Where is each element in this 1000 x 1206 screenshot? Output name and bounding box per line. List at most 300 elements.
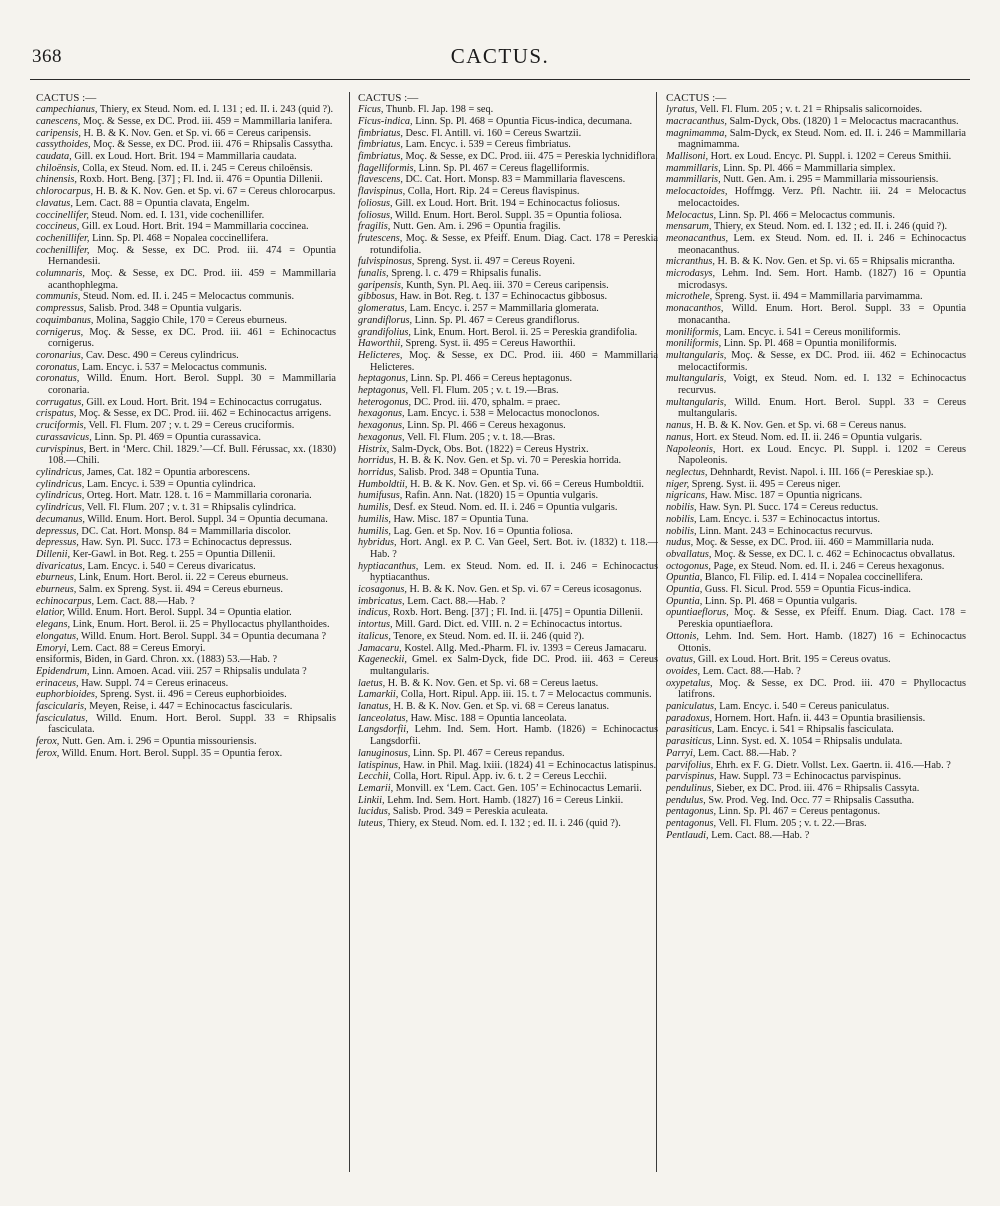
entry-reference: Moç. & Sesse, ex DC. Prod. iii. 459 = Mammillaria lanifera. [82,115,333,127]
entry-reference: Gill. ex Loud. Hort. Brit. 194 = Echinocactus corrugatus. [86,396,322,408]
index-entry [36,444,336,467]
entry-reference: Linn. Sp. Pl. 466 = Mammillaria simplex. [723,162,896,174]
index-entry [36,420,336,432]
index-entry [36,350,336,362]
species-epithet: mammillaris, [666,162,721,174]
species-epithet: campechianus, [36,104,98,116]
index-entry [36,502,336,514]
index-entry [666,760,966,772]
index-entry [36,689,336,701]
index-entry [358,607,658,619]
index-entry [358,221,658,233]
index-entry [358,619,658,631]
species-epithet: nigricans, [666,490,708,502]
entry-reference: Lam. Encyc. i. 537 = Echinocactus intortus. [699,513,880,525]
index-entry [358,537,658,560]
index-entry [358,373,658,385]
index-entry [666,128,966,151]
species-epithet: laetus, [358,677,386,689]
entry-reference: Vell. Fl. Flum. 205 ; v. t. 18.—Bras. [407,431,556,443]
species-epithet: fascicularis, [36,701,87,713]
entry-reference: Gill. ex Loud. Hort. Brit. 194 = Mammillaria coccinea. [81,221,309,233]
index-entry [666,373,966,396]
entry-reference: Desf. ex Steud. Nom. ed. II. i. 246 = Opuntia vulgaris. [393,502,618,514]
index-entry [666,490,966,502]
entry-reference: Hort. ex Loud. Encyc. Pl. Suppl. i. 1202 = Cereus Napoleonis. [678,443,966,467]
entry-reference: Moç. & Sesse, ex DC. Prod. iii. 460 = Mammillaria Helicteres. [370,349,658,373]
index-entry [666,666,966,678]
species-epithet: coquimbanus, [36,314,94,326]
species-epithet: macracanthus, [666,115,727,127]
species-epithet: micranthus, [666,256,715,268]
index-entry [666,256,966,268]
index-entry [666,631,966,654]
index-entry [36,526,336,538]
entry-reference: Lam. Encyc. i. 539 = Cereus fimbriatus. [405,139,571,151]
index-entry [36,408,336,420]
entry-reference: Willd. Enum. Hort. Berol. Suppl. 33 = Cereus multangularis. [678,396,966,420]
species-epithet: Opuntia, [666,584,703,596]
entry-reference: DC. Cat. Hort. Monsp. 83 = Mammillaria flavescens. [405,174,626,186]
index-entry [36,210,336,222]
index-entry [358,268,658,280]
entry-reference: DC. Prod. iii. 470, sphalm. = praec. [413,396,561,408]
index-entry [358,526,658,538]
species-epithet: Ficus, [358,104,384,116]
entry-reference: Gmel. ex Salm-Dyck, fide DC. Prod. iii. 463 = Cereus multangularis. [370,654,658,677]
entry-reference: Mill. Gard. Dict. ed. VIII. n. 2 = Echinocactus intortus. [395,619,623,631]
index-column-2 [358,92,658,1167]
species-epithet: melocactoides, [666,186,728,198]
species-epithet: corrugatus, [36,396,84,408]
species-epithet: imbricatus, [358,595,405,607]
species-epithet: Helicteres, [358,349,403,361]
species-epithet: echinocarpus, [36,595,95,607]
index-entry [666,561,966,573]
entry-reference: Spreng. Syst. ii. 495 = Cereus Haworthii. [405,338,576,350]
entry-reference: Page, ex Steud. Nom. ed. II. i. 246 = Cereus hexagonus. [713,560,945,572]
entry-reference: Salm-Dyck, Obs. Bot. (1822) = Cereus Hystrix. [391,443,589,455]
entry-reference: Nutt. Gen. Am. i. 295 = Mammillaria missouriensis. [723,174,939,186]
index-entry [358,327,658,339]
entry-reference: Willd. Enum. Hort. Berol. Suppl. 34 = Opuntia elatior. [67,607,292,619]
species-epithet: hexagonus, [358,408,405,420]
species-epithet: nobilis, [666,525,697,537]
species-epithet: Haworthii, [358,338,403,350]
index-entry [36,397,336,409]
entry-reference: Lam. Encyc. i. 541 = Rhipsalis fasciculata. [716,724,894,736]
species-epithet: pentagonus, [666,806,717,818]
index-entry [666,420,966,432]
entry-reference: Haw. Syn. Pl. Succ. 173 = Echinocactus depressus. [81,537,292,549]
entry-reference: Vell. Fl. Flum. 207 ; v. t. 29 = Cereus cruciformis. [88,420,295,432]
index-entry [358,315,658,327]
entry-reference: Thunb. Fl. Jap. 198 = seq. [385,104,494,116]
index-entry [666,163,966,175]
index-entry [358,760,658,772]
species-epithet: depressus, [36,537,79,549]
species-epithet: parasiticus, [666,736,715,748]
entry-reference: H. B. & K. Nov. Gen. et Sp. vi. 70 = Pereskia horrida. [398,455,622,467]
entry-reference: Moç. & Sesse, ex DC. Prod. iii. 470 = Phyllocactus latifrons. [678,677,966,701]
index-entry [666,116,966,128]
index-entry [358,128,658,140]
index-entry [358,514,658,526]
index-entry [358,724,658,747]
species-epithet: pentagonus, [666,818,717,830]
species-epithet: ovoides, [666,665,701,677]
entry-reference: Linn. Amoen. Acad. viii. 257 = Rhipsalis undulata ? [92,665,307,677]
species-epithet: mensarum, [666,221,712,233]
species-epithet: nobilis, [666,513,697,525]
species-epithet: coronarius, [36,349,84,361]
species-epithet: cylindricus, [36,467,85,478]
index-entry [358,303,658,315]
entry-reference: Moç. & Sesse, ex DC. Prod. iii. 460 = Mammillaria nuda. [695,537,934,549]
species-epithet: crispatus, [36,408,77,420]
species-epithet: moniliformis, [666,338,722,350]
species-epithet: Langsdorfii, [358,724,409,736]
entry-reference: Tenore, ex Steud. Nom. ed. II. ii. 246 (quid ?). [393,630,585,642]
index-entry [36,678,336,690]
index-entry [666,303,966,326]
index-entry [666,584,966,596]
species-epithet: ferox, [36,747,60,759]
index-entry [36,432,336,444]
entry-reference: Linn. Sp. Pl. 466 = Cereus heptagonus. [410,373,573,385]
species-epithet: Linkii, [358,794,385,806]
index-entry [36,327,336,350]
species-epithet: frutescens, [358,232,403,244]
index-entry [358,385,658,397]
entry-reference: Haw. Suppl. 73 = Echinocactus parvispinus. [719,771,902,783]
entry-reference: Orteg. Hort. Matr. 128. t. 16 = Mammillaria coronaria. [86,490,312,502]
species-epithet: mammillaris, [666,174,721,186]
index-entry [36,701,336,713]
species-epithet: coccinellifer, [36,209,89,221]
index-entry [666,549,966,561]
entry-reference: Vell. Fl. Flum. 205 ; v. t. 19.—Bras. [410,385,559,397]
index-entry [666,818,966,830]
species-epithet: grandiflorus, [358,314,413,326]
entry-reference: Linn. Sp. Pl. 468 = Opuntia vulgaris. [704,595,858,607]
species-epithet: compressus, [36,303,87,315]
entry-reference: Hort. ex Steud. Nom. ed. II. ii. 246 = Opuntia vulgaris. [695,431,923,443]
entry-reference: Colla, Hort. Rip. 24 = Cereus flavispinus. [407,186,580,198]
index-entry [358,643,658,655]
index-entry [666,479,966,491]
species-epithet: pendulinus, [666,782,714,794]
entry-reference: Meyen, Reise, i. 447 = Echinocactus fascicularis. [89,701,293,713]
species-epithet: parasiticus, [666,724,715,736]
index-entry [666,397,966,420]
species-epithet: parvispinus, [666,771,717,783]
species-epithet: fimbriatus, [358,151,403,163]
entry-reference: Lam. Encyc. i. 537 = Melocactus communis. [81,361,267,373]
index-entry [36,619,336,631]
entry-reference: Haw. in Bot. Reg. t. 137 = Echinocactus gibbosus. [399,291,608,303]
species-epithet: flagelliformis, [358,162,417,174]
species-epithet: latispinus, [358,759,401,771]
species-epithet: Epidendrum, [36,665,90,677]
index-entry [36,362,336,374]
species-epithet: oxypetalus, [666,677,713,689]
species-epithet: gibbosus, [358,291,398,303]
entry-reference: Moç. & Sesse, ex DC. l. c. 462 = Echinocactus obvallatus. [714,548,955,560]
entry-reference: Roxb. Hort. Beng. [37] ; Fl. Ind. ii. 476 = Opuntia Dillenii. [79,174,323,186]
entry-reference: Colla, ex Steud. Nom. ed. II. i. 245 = Cereus chiloënsis. [82,162,313,174]
index-entry [36,607,336,619]
species-epithet: cochenillifer, [36,232,90,244]
species-epithet: Opuntia, [666,572,703,584]
species-epithet: monacanthos, [666,303,724,315]
index-entry [666,713,966,725]
index-entry [666,654,966,666]
species-epithet: foliosus, [358,209,393,221]
index-entry [36,537,336,549]
entry-reference: H. B. & K. Nov. Gen. et Sp. vi. 68 = Cereus lanatus. [393,701,610,713]
entry-reference: Spreng. Syst. ii. 494 = Mammillaria parvimamma. [714,291,923,303]
species-epithet: multangularis, [666,373,727,385]
species-epithet: lucidus, [358,806,391,818]
index-entry [358,806,658,818]
index-entry [36,596,336,608]
species-epithet: Ficus-indica, [358,115,413,127]
entry-reference: Salm. ex Spreng. Syst. ii. 494 = Cereus eburneus. [78,584,283,596]
species-epithet: indicus, [358,607,391,619]
entry-reference: Nutt. Gen. Am. i. 296 = Opuntia fragilis. [392,221,561,233]
index-entry [36,315,336,327]
index-entry [36,654,336,666]
species-epithet: Lecchii, [358,771,391,783]
entry-reference: Bert. in ‘Merc. Chil. 1829.’—Cf. Bull. Férussac, xx. (1830) 108.—Chili. [48,443,336,467]
species-epithet: columnaris, [36,268,85,280]
entry-reference: Cav. Desc. 490 = Cereus cylindricus. [85,349,239,361]
entry-reference: Desc. Fl. Antill. vi. 160 = Cereus Swartzii. [405,127,582,139]
species-epithet: italicus, [358,630,391,642]
index-entry [358,198,658,210]
species-epithet: lanatus, [358,701,391,713]
index-entry [666,233,966,256]
index-entry [666,291,966,303]
entry-reference: Thiery, ex Steud. Nom. ed. I. 132 ; ed. II. i. 246 (quid ?). [387,818,621,830]
index-entry [358,654,658,677]
species-epithet: hexagonus, [358,420,405,432]
entry-reference: Gill. ex Loud. Hort. Brit. 194 = Echinocactus foliosus. [395,197,620,209]
entry-reference: Moç. & Sesse, ex DC. Prod. iii. 462 = Echinocactus melocactiformis. [678,349,966,373]
entry-reference: Linn. Sp. Pl. 466 = Cereus hexagonus. [407,420,566,432]
species-epithet: coccineus, [36,221,80,233]
species-epithet: foliosus, [358,197,393,209]
column-heading: CACTUS :— [358,92,419,104]
index-entry [36,467,336,479]
index-entry [36,198,336,210]
index-entry [358,104,658,116]
entry-reference: Salm-Dyck, ex Steud. Nom. ed. II. i. 246 = Mammillaria magnimamma. [678,127,966,151]
species-epithet: eburneus, [36,572,77,584]
index-entry [666,268,966,291]
index-entry [358,783,658,795]
species-epithet: Kageneckii, [358,654,407,666]
species-epithet: chlorocarpus, [36,186,94,198]
index-entry [358,596,658,608]
entry-reference: Sieber, ex DC. Prod. iii. 476 = Rhipsalis Cassyta. [716,782,920,794]
index-entry [666,771,966,783]
species-epithet: garipensis, [358,279,404,291]
entry-reference: Linn. Sp. Pl. 468 = Opuntia Ficus-indica, decumana. [415,115,633,127]
entry-reference: Link, Enum. Hort. Berol. ii. 25 = Phyllocactus phyllanthoides. [72,619,330,631]
species-epithet: cruciformis, [36,420,87,432]
species-epithet: heptagonus, [358,373,409,385]
index-entry [358,561,658,584]
index-entry [666,795,966,807]
entry-reference: Haw. in Phil. Mag. lxiii. (1824) 41 = Echinocactus latispinus. [403,759,657,771]
species-epithet: hexagonus, [358,431,405,443]
entry-reference: H. B. & K. Nov. Gen. et Sp. vi. 66 = Cereus Humboldtii. [410,478,645,490]
species-epithet: cylindricus, [36,502,85,514]
index-entry [36,139,336,151]
index-entry [358,818,658,830]
index-entry [36,186,336,198]
index-entry [36,303,336,315]
index-entry [358,163,658,175]
entry-reference: Lem. Cact. 88.—Hab. ? [407,595,506,607]
entry-reference: Salisb. Prod. 348 = Opuntia Tuna. [398,467,539,478]
entry-reference: Lem. Cact. 88.—Hab. ? [698,747,797,759]
index-entry [36,174,336,186]
entry-reference: Lehm. Ind. Sem. Hort. Hamb. (1827) 16 = Cereus Linkii. [387,794,624,806]
species-epithet: multangularis, [666,396,727,408]
species-epithet: clavatus, [36,197,73,209]
index-entry [36,128,336,140]
entry-reference: Haw. Suppl. 74 = Cereus erinaceus. [81,677,229,689]
species-epithet: lanuginosus, [358,747,411,759]
species-epithet: luteus, [358,818,386,830]
entry-reference: H. B. & K. Nov. Gen. et Sp. vi. 68 = Cereus nanus. [695,420,907,432]
index-entry [666,432,966,444]
index-entry [358,420,658,432]
species-epithet: obvallatus, [666,548,712,560]
species-epithet: Lemarii, [358,782,394,794]
index-entry [666,537,966,549]
index-entry [358,771,658,783]
species-epithet: erinaceus, [36,677,79,689]
entry-reference: Haw. Syn. Pl. Succ. 174 = Cereus reductus. [699,502,879,514]
entry-reference: Salisb. Prod. 349 = Pereskia aculeata. [392,806,548,818]
species-epithet: glomeratus, [358,303,407,315]
species-epithet: fimbriatus, [358,139,403,151]
index-entry [666,678,966,701]
species-epithet: elatior, [36,607,65,619]
species-epithet: Mallisoni, [666,151,709,163]
species-epithet: humilis, [358,525,391,537]
entry-reference: Vell. Fl. Flum. 207 ; v. t. 31 = Rhipsalis cylindrica. [86,502,297,514]
index-entry [666,338,966,350]
species-epithet: ferox, [36,736,60,748]
index-entry [358,350,658,373]
index-entry [358,631,658,643]
index-column-3 [666,92,966,1167]
species-epithet: octogonus, [666,560,711,572]
entry-reference: Willd. Enum. Hort. Berol. Suppl. 33 = Opuntia monacantha. [678,303,966,326]
entry-reference: Lehm. Ind. Sem. Hort. Hamb. (1827) 16 = Echinocactus Ottonis. [678,630,966,654]
entry-reference: Linn. Sp. Pl. 469 = Opuntia curassavica. [94,431,261,443]
species-epithet: chinensis, [36,174,77,186]
species-epithet: horridus, [358,455,397,467]
entry-reference: Willd. Enum. Hort. Berol. Suppl. 35 = Opuntia ferox. [61,747,283,759]
species-epithet: communis, [36,291,81,303]
species-epithet: lyratus, [666,104,698,116]
entry-reference: Linn. Sp. Pl. 468 = Opuntia moniliformis. [723,338,897,350]
index-entry [36,549,336,561]
entry-reference: Linn. Sp. Pl. 466 = Melocactus communis. [718,209,895,221]
species-epithet: microthele, [666,291,713,303]
species-epithet: cylindricus, [36,478,85,490]
entry-reference: Thiery, ex Steud. Nom. ed. I. 131 ; ed. II. i. 243 (quid ?). [99,104,334,116]
index-entry [666,221,966,233]
entry-reference: Kostel. Allg. Med.-Pharm. Fl. iv. 1393 = Cereus Jamacaru. [404,642,647,654]
species-epithet: coronatus, [36,373,80,385]
column-heading: CACTUS :— [666,92,727,104]
index-entry [36,643,336,655]
species-epithet: humilis, [358,513,391,525]
species-epithet: parvifolius, [666,759,714,771]
page-header [30,42,970,76]
index-entry [358,280,658,292]
species-epithet: hyptiacanthus, [358,560,419,572]
entry-reference: Sw. Prod. Veg. Ind. Occ. 77 = Rhipsalis Cassutha. [708,794,915,806]
entry-reference: Dehnhardt, Revist. Napol. i. III. 166 (= Pereskiae sp.). [710,467,934,478]
species-epithet: Pentlaudi, [666,829,709,841]
entry-reference: Lehm. Ind. Sem. Hort. Hamb. (1826) = Echinocactus Langsdorfii. [370,724,658,748]
entry-reference: Lem. ex Steud. Nom. ed. II. i. 246 = Echinocactus meonacanthus. [678,232,966,256]
entry-reference: Spreng. Syst. ii. 497 = Cereus Royeni. [416,256,575,268]
entry-reference: Colla, Hort. Ripul. App. iv. 6. t. 2 = Cereus Lecchii. [393,771,607,783]
entry-reference: Link, Enum. Hort. Berol. ii. 22 = Cereus eburneus. [78,572,289,584]
entry-reference: H. B. & K. Nov. Gen. et Sp. vi. 67 = Cereus icosagonus. [409,584,642,596]
species-epithet: Melocactus, [666,209,717,221]
entry-reference: Lem. Cact. 88 = Cereus Emoryi. [71,642,206,654]
entry-reference: Guss. Fl. Sicul. Prod. 559 = Opuntia Ficus-indica. [704,584,911,596]
entry-reference: Moç. & Sesse, ex DC. Prod. iii. 474 = Opuntia Hernandesii. [48,244,336,268]
index-entry [666,151,966,163]
index-entry [36,514,336,526]
entry-reference: Moç. & Sesse, ex Pfeiff. Enum. Diag. Cact. 178 = Pereskia rotundifolia. [370,232,658,256]
species-epithet: heptagonus, [358,385,409,397]
species-epithet: Lamarkii, [358,689,399,701]
entry-reference: Hort. ex Loud. Encyc. Pl. Suppl. i. 1202 = Cereus Smithii. [710,151,952,163]
species-epithet: decumanus, [36,513,85,525]
entry-reference: Lem. Cact. 88.—Hab. ? [711,829,810,841]
species-epithet: heterogonus, [358,396,412,408]
entry-reference: Spreng. Syst. ii. 495 = Cereus niger. [691,478,841,490]
entry-reference: Monvill. ex ‘Lem. Cact. Gen. 105’ = Echinocactus Lemarii. [395,782,642,794]
index-entry [358,174,658,186]
index-entry [666,701,966,713]
entry-reference: Salisb. Prod. 348 = Opuntia vulgaris. [88,303,242,315]
index-entry [358,689,658,701]
species-epithet: cornigerus, [36,326,84,338]
index-entry [36,631,336,643]
entry-reference: Moç. & Sesse, ex DC. Prod. iii. 461 = Echinocactus cornigerus. [48,326,336,350]
index-entry [666,607,966,630]
entry-reference: Linn. Sp. Pl. 467 = Cereus grandiflorus. [414,314,580,326]
index-entry [36,490,336,502]
entry-reference: Spreng. Syst. ii. 496 = Cereus euphorbioides. [100,689,287,701]
species-epithet: multangularis, [666,349,727,361]
entry-reference: Haw. Misc. 188 = Opuntia lanceolata. [410,712,567,724]
entry-reference: Ehrh. ex F. G. Dietr. Vollst. Lex. Gaertn. ii. 416.—Hab. ? [715,759,951,771]
